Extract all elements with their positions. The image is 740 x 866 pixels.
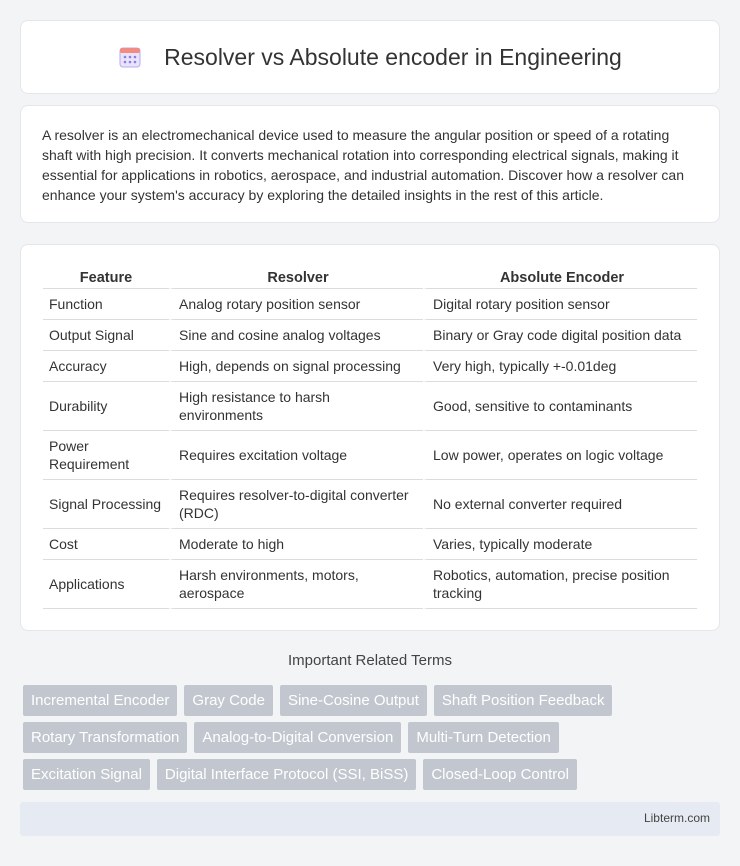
table-cell: Analog rotary position sensor	[169, 289, 423, 320]
footer-site-link[interactable]: Libterm.com	[643, 811, 710, 825]
table-cell: Varies, typically moderate	[423, 529, 697, 560]
table-row	[43, 431, 697, 480]
term-row	[23, 685, 723, 716]
column-header-absolute-encoder: Absolute Encoder	[423, 265, 697, 289]
table-cell: Accuracy	[43, 351, 169, 382]
table-cell: Low power, operates on logic voltage	[423, 431, 697, 480]
term-tag[interactable]: Incremental Encoder	[23, 685, 177, 716]
table-cell: Applications	[43, 560, 169, 609]
term-row	[23, 759, 723, 790]
table-row	[43, 480, 697, 529]
term-tag[interactable]: Closed-Loop Control	[423, 759, 577, 790]
term-tag[interactable]: Rotary Transformation	[23, 722, 187, 753]
table-cell: Sine and cosine analog voltages	[169, 320, 423, 351]
calendar-icon	[118, 45, 142, 69]
table-cell: Robotics, automation, precise position tracking	[423, 560, 697, 609]
related-terms-title: Important Related Terms	[288, 652, 452, 669]
page-title: Resolver vs Absolute encoder in Engineering	[164, 43, 622, 70]
table-cell: Cost	[43, 529, 169, 560]
table-row	[43, 529, 697, 560]
term-tag[interactable]: Excitation Signal	[23, 759, 150, 790]
title-wrap	[118, 44, 622, 71]
table-row	[43, 320, 697, 351]
table-cell: Binary or Gray code digital position data	[423, 320, 697, 351]
intro-card	[20, 105, 720, 223]
term-tag[interactable]: Gray Code	[184, 685, 273, 716]
term-tag[interactable]: Digital Interface Protocol (SSI, BiSS)	[157, 759, 416, 790]
table-cell: Requires resolver-to-digital converter (RDC)	[169, 480, 423, 529]
table-cell: Moderate to high	[169, 529, 423, 560]
table-header-row	[43, 265, 697, 289]
column-header-feature: Feature	[43, 265, 169, 289]
table-cell: No external converter required	[423, 480, 697, 529]
table-cell: Harsh environments, motors, aerospace	[169, 560, 423, 609]
table-cell: Very high, typically +-0.01deg	[423, 351, 697, 382]
term-tag[interactable]: Sine-Cosine Output	[280, 685, 427, 716]
footer	[20, 802, 720, 836]
table-cell: Output Signal	[43, 320, 169, 351]
table-row	[43, 382, 697, 431]
comparison-table	[43, 265, 697, 609]
intro-paragraph: A resolver is an electromechanical device used to measure the angular position or speed of a rotating shaft with high precision. It converts mechanical rotation into corresponding electrical signals, making it essential for applications in robotics, aerospace, and industrial automation. Discover how a resolver can enhance your system's accuracy by exploring the detailed insights in the rest of this article.	[42, 127, 685, 203]
table-cell: Digital rotary position sensor	[423, 289, 697, 320]
header-card	[20, 20, 720, 94]
table-row	[43, 351, 697, 382]
table-cell: Function	[43, 289, 169, 320]
term-tag[interactable]: Multi-Turn Detection	[408, 722, 559, 753]
table-cell: High resistance to harsh environments	[169, 382, 423, 431]
table-cell: Requires excitation voltage	[169, 431, 423, 480]
table-cell: Good, sensitive to contaminants	[423, 382, 697, 431]
table-cell: Durability	[43, 382, 169, 431]
comparison-card	[20, 244, 720, 631]
column-header-resolver: Resolver	[169, 265, 423, 289]
term-tag[interactable]: Analog-to-Digital Conversion	[194, 722, 401, 753]
table-row	[43, 289, 697, 320]
table-cell: High, depends on signal processing	[169, 351, 423, 382]
related-terms	[23, 685, 723, 796]
term-row	[23, 722, 723, 753]
term-tag[interactable]: Shaft Position Feedback	[434, 685, 613, 716]
table-cell: Power Requirement	[43, 431, 169, 480]
table-cell: Signal Processing	[43, 480, 169, 529]
table-row	[43, 560, 697, 609]
